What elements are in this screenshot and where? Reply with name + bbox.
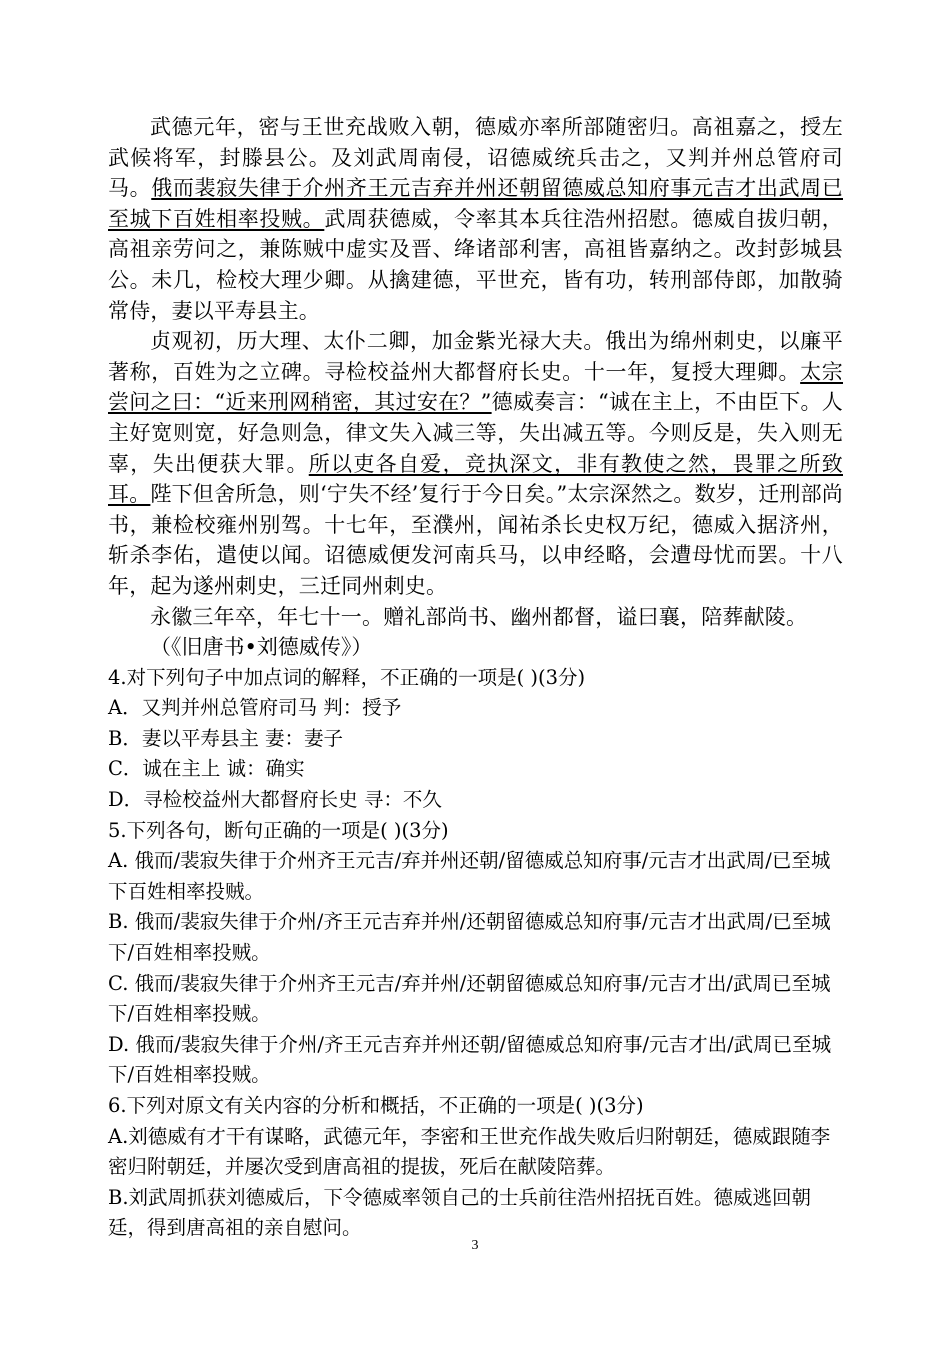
passage-text: 贞观初，历大理、太仆二卿，加金紫光禄大夫。俄出为绵州刺史，以廉平著称，百姓为之立碑。寻检校益州大都督府长史。十一年，复授大理卿。 [108, 329, 843, 384]
passage-text: 武德元年，密与王世充战败入朝，德威亦率所部随密归。高祖嘉之，授左武候将军，封滕县公。及刘武周南侵，诏德威统兵击之，又判并州总管府司马。 [108, 115, 843, 201]
question-5-option-c: C. 俄而/裴寂失律于介州齐王元吉/弃并州/还朝留德威总知府事/元吉才出/武周已至城下/百姓相率投贼。 [108, 971, 831, 1026]
passage-text: 武周获德威，令率其本兵往浩州招慰。德威自拔归朝，高祖亲劳问之，兼陈贼中虚实及晋、绛诸部利害，高祖皆嘉纳之。改封彭城县公。未几，检校大理少卿。从擒建德，平世充，皆有功，转刑部侍郎，加散骑常侍，妻以平寿县主。 [108, 206, 843, 323]
question-6-option-b: B.刘武周抓获刘德威后，下令德威率领自己的士兵前往浩州招抚百姓。德威逃回朝廷，得到唐高祖的亲自慰问。 [108, 1185, 812, 1240]
passage-text: 陛下但舍所急，则‘宁失不经’复行于今日矣。”太宗深然之。数岁，迁刑部尚书，兼检校雍州别驾。十七年，至濮州，闻祐杀长史权万纪，德威入据济州，斩杀李佑，遣使以闻。诏德威便发河南兵马，以申经略，会遭母忧而罢。十八年，起为遂州刺史，三迁同州刺史。 [108, 482, 843, 598]
passage-paragraph-3 [108, 602, 843, 633]
question-5-option-a: A. 俄而/裴寂失律于介州齐王元吉/弃并州还朝/留德威总知府事/元吉才出武周/已至城下百姓相率投贼。 [108, 849, 831, 903]
underlined-sentence: 太宗尝问之曰：“近来刑网稍密，其过安在？” [108, 359, 843, 415]
question-6-option-a: A.刘德威有才干有谋略，武德元年，李密和王世充作战失败后归附朝廷，德威跟随李密归附朝廷，并屡次受到唐高祖的提拔，死后在献陵陪葬。 [108, 1124, 831, 1179]
page-number: 3 [471, 1238, 479, 1253]
question-4-option-b: B．妻以平寿县主 妻：妻子 [108, 726, 344, 750]
underlined-sentence: 俄而裴寂失律于介州齐王元吉弃并州还朝留德威总知府事元吉才出武周已至城下百姓相率投贼。 [108, 176, 843, 231]
document-page [108, 112, 843, 1244]
question-4-stem: 4.对下列句子中加点词的解释，不正确的一项是( )(3分) [108, 665, 586, 689]
question-5-option-d: D. 俄而/裴寂失律于介州/齐王元吉弃并州还朝/留德威总知府事/元吉才出/武周已至城下/百姓相率投贼。 [108, 1032, 832, 1087]
question-6-stem: 6.下列对原文有关内容的分析和概括，不正确的一项是( )(3分) [108, 1094, 644, 1117]
passage-text: 永徽三年卒，年七十一。赠礼部尚书、幽州都督，谥曰襄，陪葬献陵。 [150, 604, 808, 629]
passage-text: 德威奏言：“诚在主上，不由臣下。人主好宽则宽，好急则急，律文失入减三等，失出减五等。今则反是，失入则无辜，失出便获大罪。 [108, 390, 843, 476]
passage-paragraph-2 [108, 326, 843, 601]
passage-source: （《旧唐书•刘德威传》） [150, 635, 373, 660]
question-4-option-d: D．寻检校益州大都督府长史 寻：不久 [108, 788, 442, 812]
passage-paragraph-1 [108, 112, 843, 326]
question-4-option-a: A．又判并州总管府司马 判：授予 [108, 696, 402, 720]
question-5-option-b: B. 俄而/裴寂失律于介州/齐王元吉弃并州/还朝留德威总知府事/元吉才出武周/已至城下/百姓相率投贼。 [108, 910, 831, 965]
question-4-option-c: C．诚在主上 诚：确实 [108, 757, 305, 781]
underlined-sentence: 所以吏各自爱，竞执深文，非有教使之然，畏罪之所致耳。 [108, 451, 843, 507]
question-5-stem: 5.下列各句，断句正确的一项是( )(3分) [108, 818, 449, 842]
